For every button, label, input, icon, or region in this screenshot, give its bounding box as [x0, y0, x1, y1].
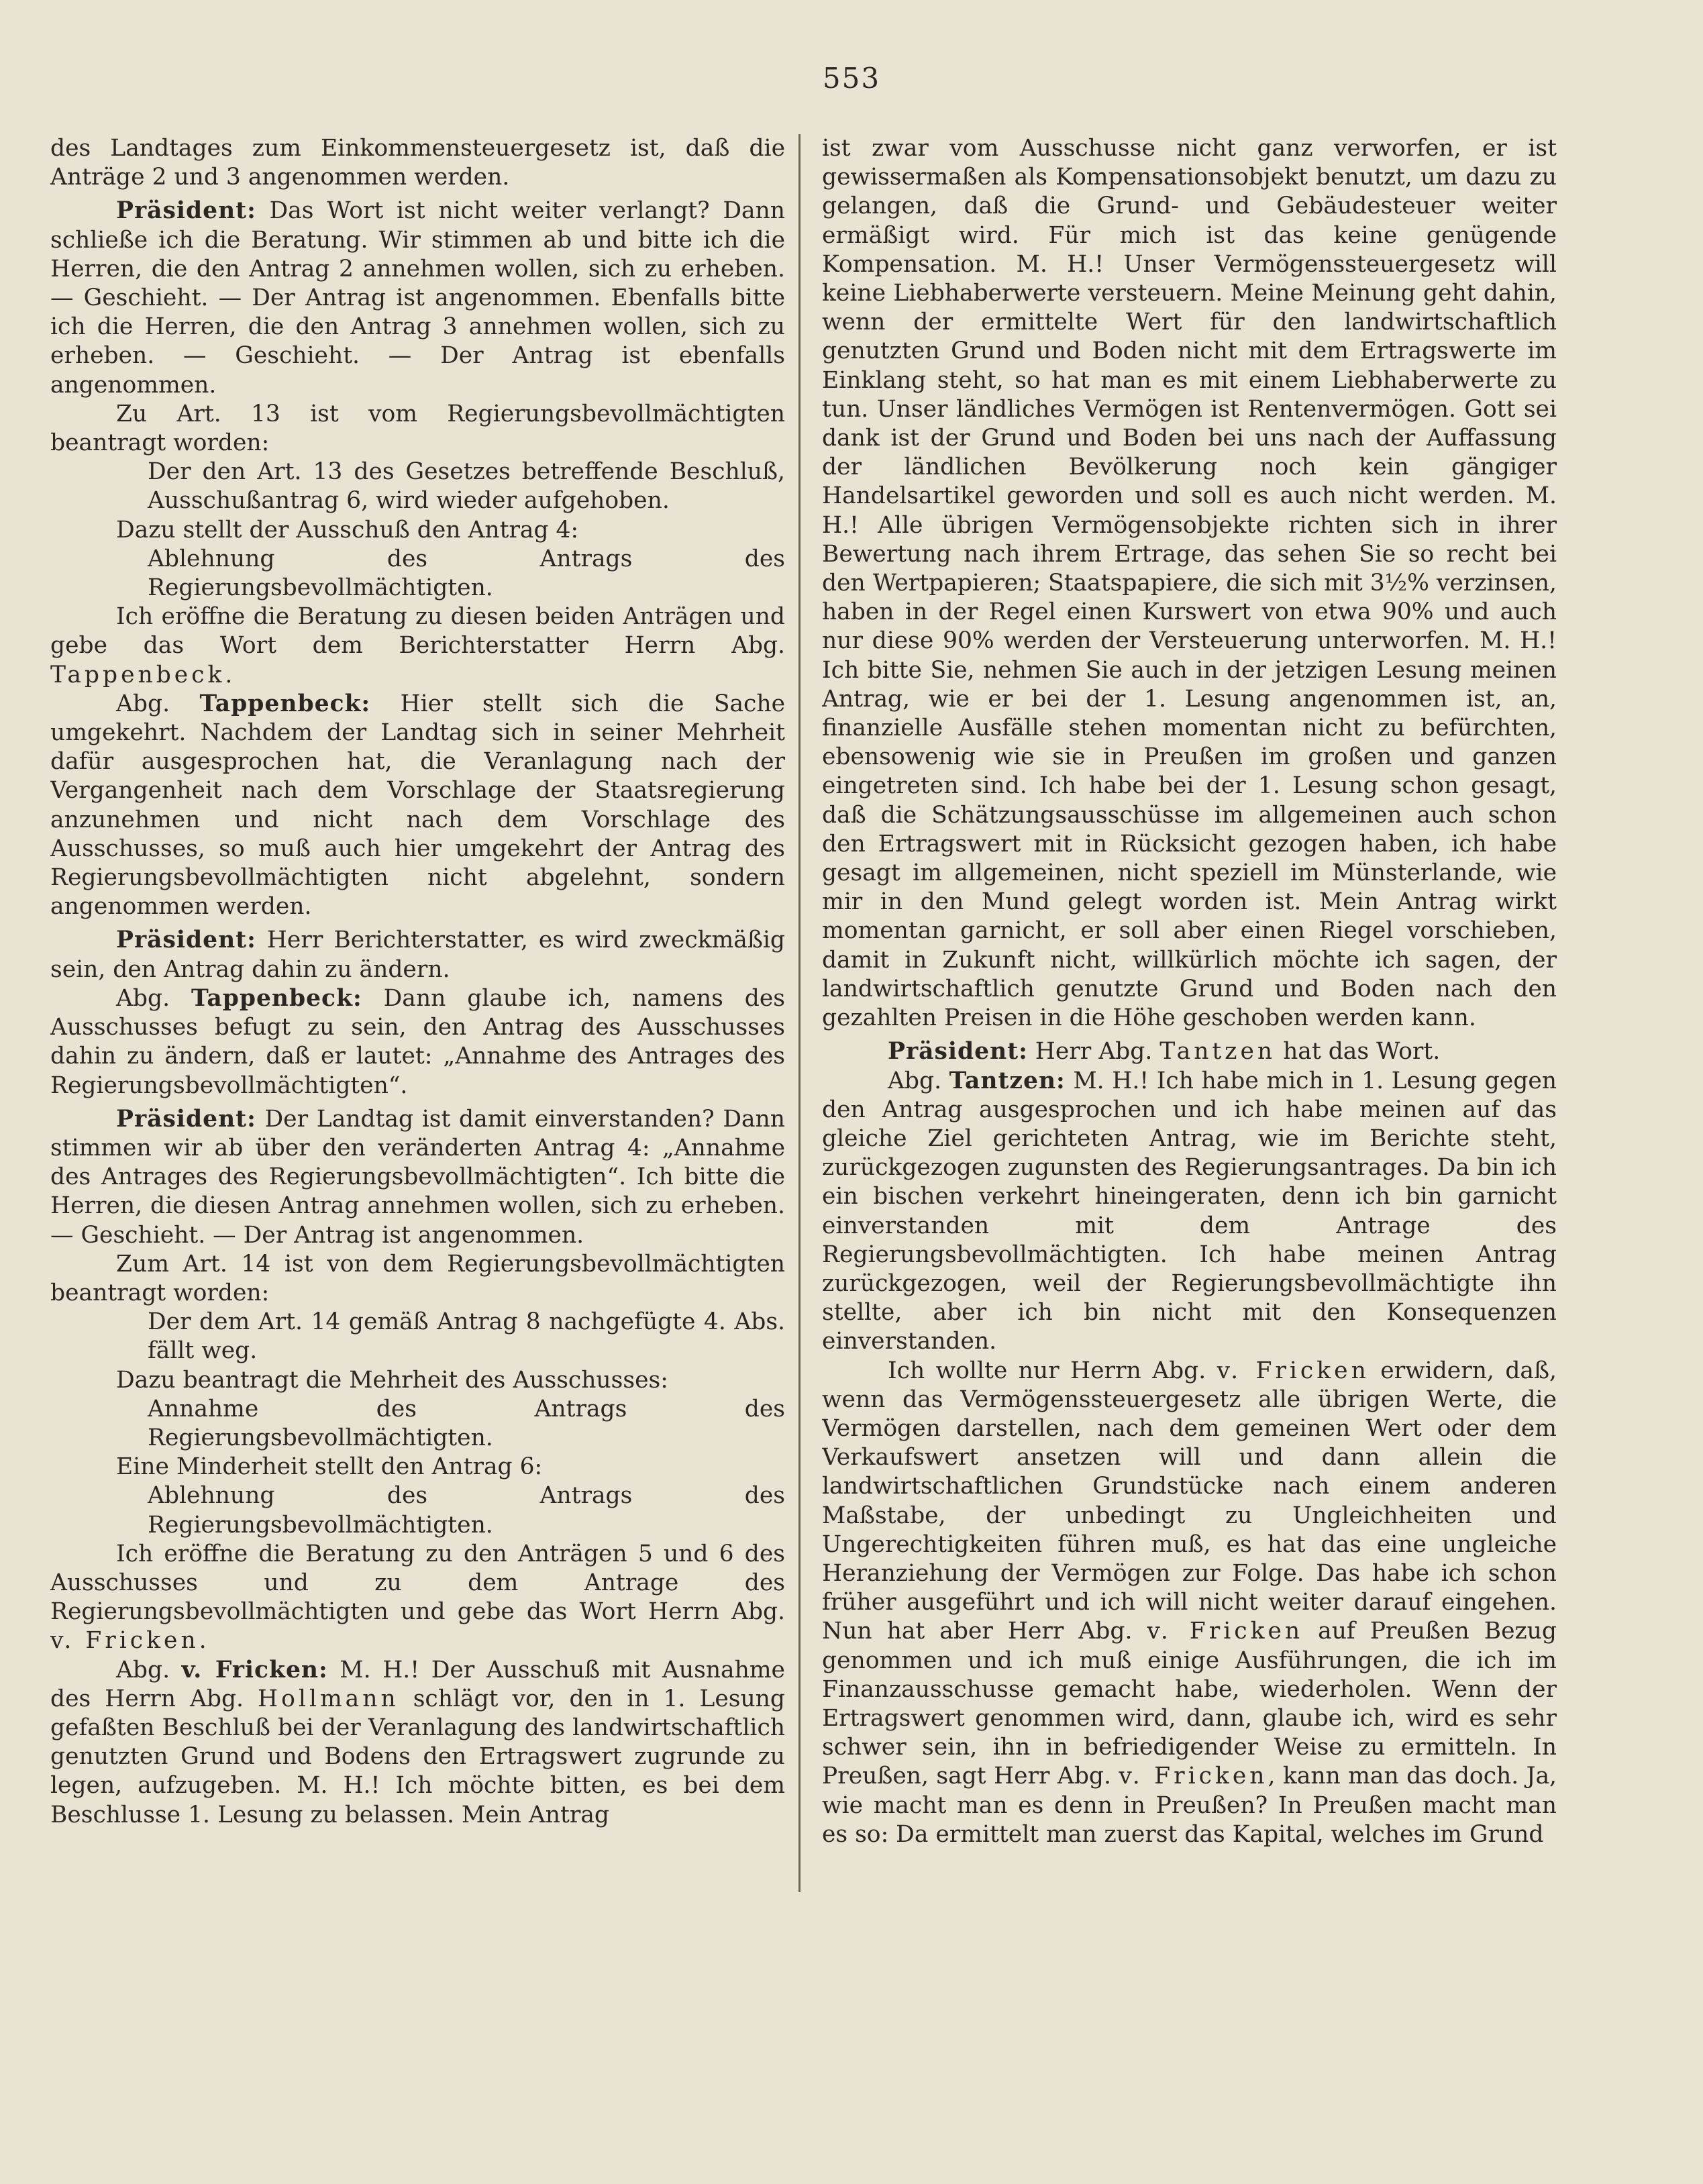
- speech-text: Herr Abg.: [1027, 1038, 1160, 1065]
- paragraph: Dazu stellt der Ausschuß den Antrag 4:: [116, 516, 579, 543]
- member-name: Hollmann: [258, 1685, 399, 1712]
- speaker-label: Präsident:: [888, 1038, 1028, 1065]
- paragraph: [50, 1105, 785, 1250]
- member-name: Tantzen: [1159, 1038, 1276, 1065]
- paragraph: des Landtages zum Einkommensteuergesetz ist, daß die Anträge 2 und 3 angenommen werden.: [50, 135, 785, 191]
- member-name: v. Fricken.: [50, 1627, 210, 1655]
- speech-text: erwidern, daß, wenn das Vermögenssteuergesetz alle übrigen Werte, die Vermögen darstellen, nach dem gemeinen Wert oder dem Verkaufswert ansetzen will und dann allein die landwirtschaftlichen Grundstücke nach einem anderen Maßstabe, der unbedingt zu Ungleichheiten und Ungerechtigkeiten führen muß, es hat das eine ungleiche Heranziehung der Vermögen zur Folge. Das habe ich schon früher ausgeführt und ich will nicht weiter darauf eingehen. Nun hat aber Herr Abg.: [822, 1357, 1557, 1645]
- speech-text: , kann man das doch. Ja, wie macht man es denn in Preußen? In Preußen macht man es so: Da ermittelt man zuerst das Kapital, welches im Grund: [822, 1763, 1557, 1848]
- member-name: v. Fricken: [1147, 1618, 1304, 1645]
- paragraph: [50, 690, 785, 922]
- paragraph: Zum Art. 14 ist von dem Regierungsbevollmächtigten beantragt worden:: [50, 1250, 785, 1306]
- speaker-label: Präsident:: [116, 1105, 256, 1133]
- speech-text: auf Preußen Bezug genommen und ich muß einige Ausführungen, die ich im Finanzausschusse gemacht habe, wiederholen. Wenn der Ertragswert genommen wird, dann, glaube ich, wird es sehr schwer sein, ihn in befriedigender Weise zu ermitteln. In Preußen, sagt Herr Abg.: [822, 1618, 1557, 1790]
- member-name: v. Fricken: [1217, 1357, 1370, 1384]
- left-column: [50, 134, 785, 2134]
- speaker-label: Präsident:: [116, 927, 256, 954]
- motion-text: Annahme des Antrags des Regierungsbevollmächtigten.: [148, 1395, 785, 1451]
- paragraph: [822, 1037, 1557, 1066]
- member-name: v. Fricken: [1119, 1763, 1268, 1790]
- speech-text: Hier stellt sich die Sache umgekehrt. Nachdem der Landtag sich in seiner Mehrheit dafür ausgesprochen hat, die Veranlagung nach der Vergangenheit nach dem Vorschlage der Staatsregierung anzunehmen und nicht nach dem Vorschlage des Ausschusses, so muß auch hier umgekehrt der Antrag des Regierungsbevollmächtigten nicht abgelehnt, sondern angenommen werden.: [50, 690, 785, 921]
- speech-text: M. H.! Ich habe mich in 1. Lesung gegen den Antrag ausgesprochen und ich habe meinen auf das gleiche Ziel gerichteten Antrag, wie im Berichte steht, zurückgezogen zugunsten des Regierungsantrages. Da bin ich ein bischen verkehrt hineingeraten, denn ich bin garnicht einverstanden mit dem Antrage des Regierungsbevollmächtigten. Ich habe meinen Antrag zurückgezogen, weil der Regierungsbevollmächtigte ihn stellte, aber ich bin nicht mit den Konsequenzen einverstanden.: [822, 1067, 1557, 1355]
- speaker-label: Tappenbeck:: [191, 984, 362, 1012]
- speech-text: M. H.! Der Ausschuß mit Ausnahme des Herrn Abg.: [50, 1656, 785, 1712]
- speech-text: Dann glaube ich, namens des Ausschusses befugt zu sein, den Antrag des Ausschusses dahin zu ändern, daß er lautet: „Annahme des Antrages des Regierungsbevollmächtigten“.: [50, 984, 785, 1099]
- motion-text: Der den Art. 13 des Gesetzes betreffende Beschluß, Ausschußantrag 6, wird wieder aufgehoben.: [148, 458, 785, 515]
- speech-text: Ich wollte nur Herrn Abg.: [888, 1357, 1217, 1384]
- motion-text: Ablehnung des Antrags des Regierungsbevollmächtigten.: [148, 545, 785, 602]
- speech-text: Ich eröffne die Beratung zu den Anträgen 5 und 6 des Ausschusses und zu dem Antrage des Regierungsbevollmächtigten und gebe das Wort Herrn Abg.: [50, 1540, 785, 1626]
- right-column: [822, 134, 1557, 2134]
- speaker-label: Präsident:: [116, 197, 256, 225]
- paragraph: Dazu beantragt die Mehrheit des Ausschusses:: [116, 1366, 668, 1394]
- motion-text: Der dem Art. 14 gemäß Antrag 8 nachgefügte 4. Abs. fällt weg.: [148, 1308, 785, 1365]
- speaker-label: v. Fricken:: [181, 1656, 328, 1683]
- page-number: 553: [822, 62, 881, 95]
- speech-text: Herr Berichterstatter, es wird zweckmäßig sein, den Antrag dahin zu ändern.: [50, 927, 785, 983]
- speech-text: hat das Wort.: [1276, 1038, 1441, 1065]
- speech-text: Ich eröffne die Beratung zu diesen beiden Anträgen und gebe das Wort dem Berichterstatter Herrn Abg.: [50, 603, 785, 660]
- speaker-label: Tappenbeck:: [199, 690, 371, 717]
- paragraph: [50, 926, 785, 984]
- speech-prefix: Abg.: [116, 984, 191, 1012]
- paragraph: [50, 197, 785, 399]
- speaker-label: Tantzen:: [949, 1067, 1066, 1094]
- speech-text: schlägt vor, den in 1. Lesung gefaßten Beschluß bei der Veranlagung des landwirtschaftlich genutzten Grund und Bodens den Ertragswert zugrunde zu legen, aufzugeben. M. H.! Ich möchte bitten, es bei dem Beschlusse 1. Lesung zu belassen. Mein Antrag: [50, 1685, 785, 1828]
- paragraph: [822, 1067, 1557, 1357]
- paragraph: ist zwar vom Ausschusse nicht ganz verworfen, er ist gewissermaßen als Kompensationsobjekt benutzt, um dazu zu gelangen, daß die Grund- und Gebäudesteuer weiter ermäßigt wird. Für mich ist das keine genügende Kompensation. M. H.! Unser Vermögenssteuergesetz will keine Liebhaberwerte versteuern. Meine Meinung geht dahin, wenn der ermittelte Wert für den landwirtschaftlich genutzten Grund und Boden nicht mit dem Ertragswerte im Einklang steht, so hat man es mit einem Liebhaberwerte zu tun. Unser ländliches Vermögen ist Rentenvermögen. Gott sei dank ist der Grund und Boden bei uns nach der Auffassung der ländlichen Bevölkerung noch kein gängiger Handelsartikel geworden und soll es auch nicht werden. M. H.! Alle übrigen Vermögensobjekte richten sich in ihrer Bewertung nach ihrem Ertrage, das sehen Sie so recht bei den Wertpapieren; Staatspapiere, die sich mit 3½% verzinsen, haben in der Regel einen Kurswert von etwa 90% und auch nur diese 90% werden der Versteuerung unterworfen. M. H.! Ich bitte Sie, nehmen Sie auch in der jetzigen Lesung meinen Antrag, wie er bei der 1. Lesung angenommen ist, an, finanzielle Ausfälle stehen momentan nicht zu befürchten, ebensowenig wie sie in Preußen im großen und ganzen eingetreten sind. Ich habe bei der 1. Lesung schon gesagt, daß die Schätzungsausschüsse im allgemeinen auch schon den Ertragswert mit in Rücksicht gezogen haben, ich habe gesagt im allgemeinen, nicht speziell im Münsterlande, wie mir in den Mund gelegt worden ist. Mein Antrag wirkt momentan garnicht, er soll aber einen Riegel vorschieben, damit in Zukunft nicht, willkürlich möchte ich sagen, der landwirtschaftlich genutzte Grund und Boden nach den gezahlten Preisen in die Höhe geschoben werden kann.: [822, 135, 1557, 1032]
- paragraph: [50, 603, 785, 690]
- speech-prefix: Abg.: [116, 690, 200, 717]
- speech-text: Der Landtag ist damit einverstanden? Dann stimmen wir ab über den veränderten Antrag 4: „Annahme des Antrages des Regierungsbevollmächtigten“. Ich bitte die Herren, die diesen Antrag annehmen wollen, sich zu erheben. — Geschieht. — Der Antrag ist angenommen.: [50, 1105, 785, 1249]
- paragraph: [50, 1540, 785, 1656]
- paragraph: [50, 1656, 785, 1830]
- speech-text: Das Wort ist nicht weiter verlangt? Dann schließe ich die Beratung. Wir stimmen ab und bitte ich die Herren, die den Antrag 2 annehmen wollen, sich zu erheben. — Geschieht. — Der Antrag ist angenommen. Ebenfalls bitte ich die Herren, die den Antrag 3 annehmen wollen, sich zu erheben. — Geschieht. — Der Antrag ist ebenfalls angenommen.: [50, 197, 785, 399]
- speech-prefix: Abg.: [888, 1067, 949, 1094]
- paragraph: Eine Minderheit stellt den Antrag 6:: [116, 1453, 543, 1481]
- paragraph: [50, 984, 785, 1100]
- paragraph: [822, 1357, 1557, 1849]
- column-divider: [798, 134, 801, 1892]
- motion-text: Ablehnung des Antrags des Regierungsbevollmächtigten.: [148, 1482, 785, 1539]
- member-name: Tappenbeck.: [50, 661, 236, 688]
- paragraph: Zu Art. 13 ist vom Regierungsbevollmächtigten beantragt worden:: [50, 400, 785, 457]
- speech-prefix: Abg.: [116, 1656, 182, 1683]
